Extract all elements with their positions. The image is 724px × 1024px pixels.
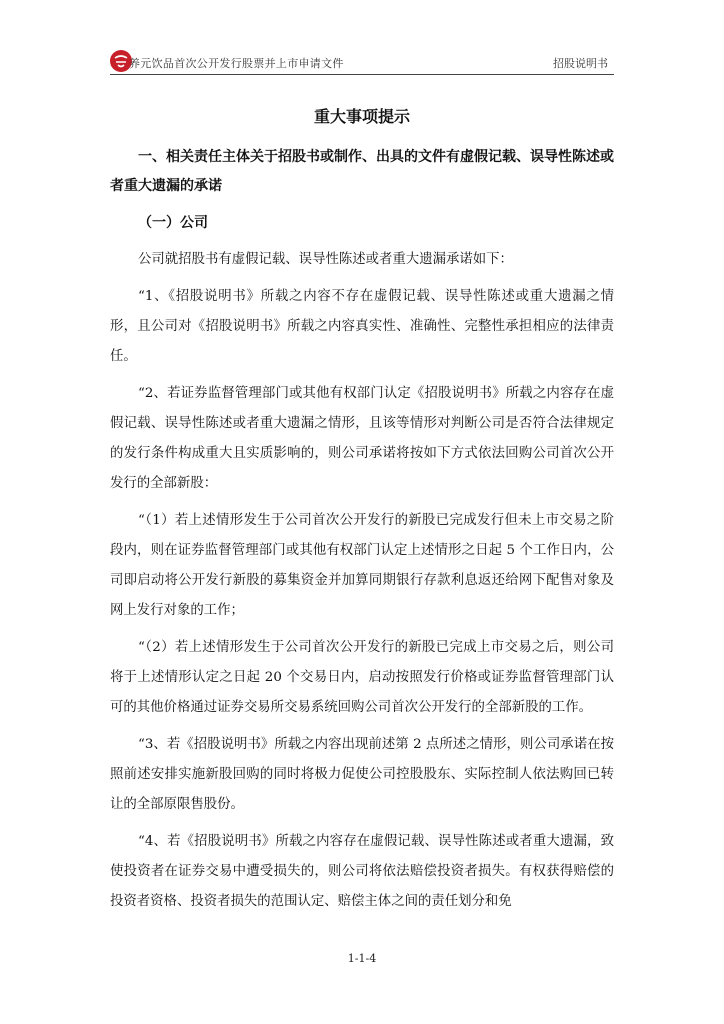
paragraph-commitment-1: “1、《招股说明书》所载之内容不存在虚假记载、误导性陈述或重大遗漏之情形，且公司对《招股说明书》所载之内容真实性、准确性、完整性承担相应的法律责任。 <box>110 289 614 364</box>
paragraph-commitment-2-1: “（1）若上述情形发生于公司首次公开发行的新股已完成发行但未上市交易之阶段内，则在证券监督管理部门或其他有权部门认定上述情形之日起 5 个工作日内，公司即启动将公开发行新股的募集资金并加算同期银行存款利息返还给网下配售对象及网上发行对象的工作； <box>110 513 614 618</box>
page-number: 1-1-4 <box>347 952 377 965</box>
document-body <box>110 102 614 917</box>
paragraph-commitment-2-2: “（2）若上述情形发生于公司首次公开发行的新股已完成上市交易之后，则公司将于上述情形认定之日起 20 个交易日内，启动按照发行价格或证券监督管理部门认可的其他价格通过证券交易所交易系统回购公司首次公开发行的全部新股的工作。 <box>110 640 614 715</box>
subsection-heading: （一）公司 <box>138 215 208 231</box>
page-title: 重大事项提示 <box>313 107 410 126</box>
header-document-name: 养元饮品首次公开发行股票并上市申请文件 <box>129 57 344 70</box>
paragraph-commitment-4: “4、若《招股说明书》所载之内容存在虚假记载、误导性陈述或者重大遗漏，致使投资者在证券交易中遭受损失的，则公司将依法赔偿投资者损失。有权获得赔偿的投资者资格、投资者损失的范围认定、赔偿主体之间的责任划分和免 <box>110 834 614 909</box>
header-document-type: 招股说明书 <box>553 57 608 70</box>
page-header <box>110 50 614 75</box>
paragraph-commitment-3: “3、若《招股说明书》所载之内容出现前述第 2 点所述之情形，则公司承诺在按照前述安排实施新股回购的同时将极力促使公司控股股东、实际控制人依法购回已转让的全部原限售股份。 <box>110 737 614 812</box>
paragraph-intro: 公司就招股书有虚假记载、误导性陈述或者重大遗漏承诺如下： <box>138 252 513 267</box>
paragraph-commitment-2: “2、若证券监督管理部门或其他有权部门认定《招股说明书》所载之内容存在虚假记载、误导性陈述或者重大遗漏之情形，且该等情形对判断公司是否符合法律规定的发行条件构成重大且实质影响的，则公司承诺将按如下方式依法回购公司首次公开发行的全部新股： <box>110 386 614 491</box>
section-heading: 一、相关责任主体关于招股书或制作、出具的文件有虚假记载、误导性陈述或者重大遗漏的承诺 <box>110 149 614 194</box>
